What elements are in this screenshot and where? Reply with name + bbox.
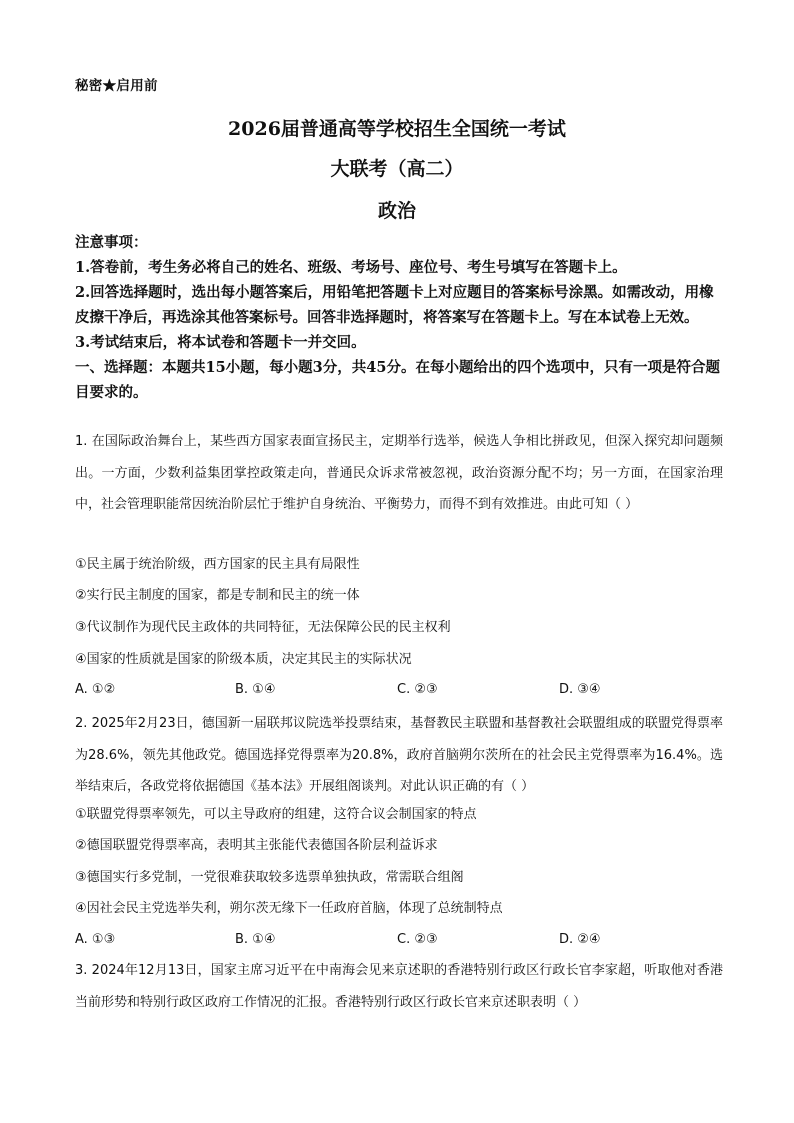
question-stem: 2. 2025年2月23日，德国新一届联邦议院选举投票结束，基督教民主联盟和基督教社会联盟组成的联盟党得票率为28.6%，领先其他政党。德国选择党得票率为20.8%，政府首脑朔尔茨所在的社会民主党得票率为16.4%。选举结束后，各政党将依据德国《基本法》开展组阁谈判。对此认识正确的有（ ） (75, 716, 723, 794)
option-a[interactable]: A. ①③ (75, 932, 116, 947)
question-stem: 1. 在国际政治舞台上，某些西方国家表面宣扬民主，定期举行选举，候选人争相比拼政见，但深入探究却问题频出。一方面，少数利益集团掌控政策走向，普通民众诉求常被忽视，政治资源分配不均；另一方面，在国家治理中，社会管理职能常因统治阶层忙于维护自身统治、平衡势力，而得不到有效推进。由此可知（ ） (75, 434, 723, 512)
exam-subtitle: 大联考（高二） (330, 158, 464, 180)
statement: ③德国实行多党制，一党很难获取较多选票单独执政，常需联合组阁 (75, 870, 464, 885)
notice-item: 3.考试结束后，将本试卷和答题卡一并交回。 (75, 334, 366, 351)
statement: ④因社会民主党选举失利，朔尔茨无缘下一任政府首脑，体现了总统制特点 (75, 901, 503, 916)
statement: ②德国联盟党得票率高，表明其主张能代表德国各阶层利益诉求 (75, 838, 438, 853)
section-heading: 一、选择题：本题共15小题，每小题3分，共45分。在每小题给出的四个选项中，只有一项是符合题目要求的。 (75, 359, 720, 401)
subject-title: 政治 (377, 200, 416, 222)
statement: ①联盟党得票率领先，可以主导政府的组建，这符合议会制国家的特点 (75, 807, 477, 822)
question-stem: 3. 2024年12月13日，国家主席习近平在中南海会见来京述职的香港特别行政区行政长官李家超，听取他对香港当前形势和特别行政区政府工作情况的汇报。香港特别行政区行政长官来京述职表明（ ） (75, 963, 723, 1010)
option-b[interactable]: B. ①④ (235, 932, 276, 947)
option-d[interactable]: D. ②④ (559, 932, 601, 947)
option-c[interactable]: C. ②③ (397, 682, 438, 697)
option-b[interactable]: B. ①④ (235, 682, 276, 697)
statement: ①民主属于统治阶级，西方国家的民主具有局限性 (75, 557, 360, 572)
option-a[interactable]: A. ①② (75, 682, 116, 697)
option-c[interactable]: C. ②③ (397, 932, 438, 947)
notice-list (75, 255, 725, 355)
notice-item: 1.答卷前，考生务必将自己的姓名、班级、考场号、座位号、考生号填写在答题卡上。 (75, 259, 627, 276)
exam-title: 2026届普通高等学校招生全国统一考试 (228, 118, 566, 140)
notice-item: 2.回答选择题时，选出每小题答案后，用铅笔把答题卡上对应题目的答案标号涂黑。如需改动，用橡皮擦干净后，再选涂其他答案标号。回答非选择题时，将答案写在答题卡上。写在本试卷上无效。 (75, 284, 714, 326)
option-d[interactable]: D. ③④ (559, 682, 601, 697)
statement: ④国家的性质就是国家的阶级本质，决定其民主的实际状况 (75, 652, 412, 667)
statement: ②实行民主制度的国家，都是专制和民主的统一体 (75, 588, 360, 603)
statement: ③代议制作为现代民主政体的共同特征，无法保障公民的民主权利 (75, 620, 451, 635)
confidential-label: 秘密★启用前 (75, 78, 158, 94)
notice-heading: 注意事项： (75, 234, 148, 251)
